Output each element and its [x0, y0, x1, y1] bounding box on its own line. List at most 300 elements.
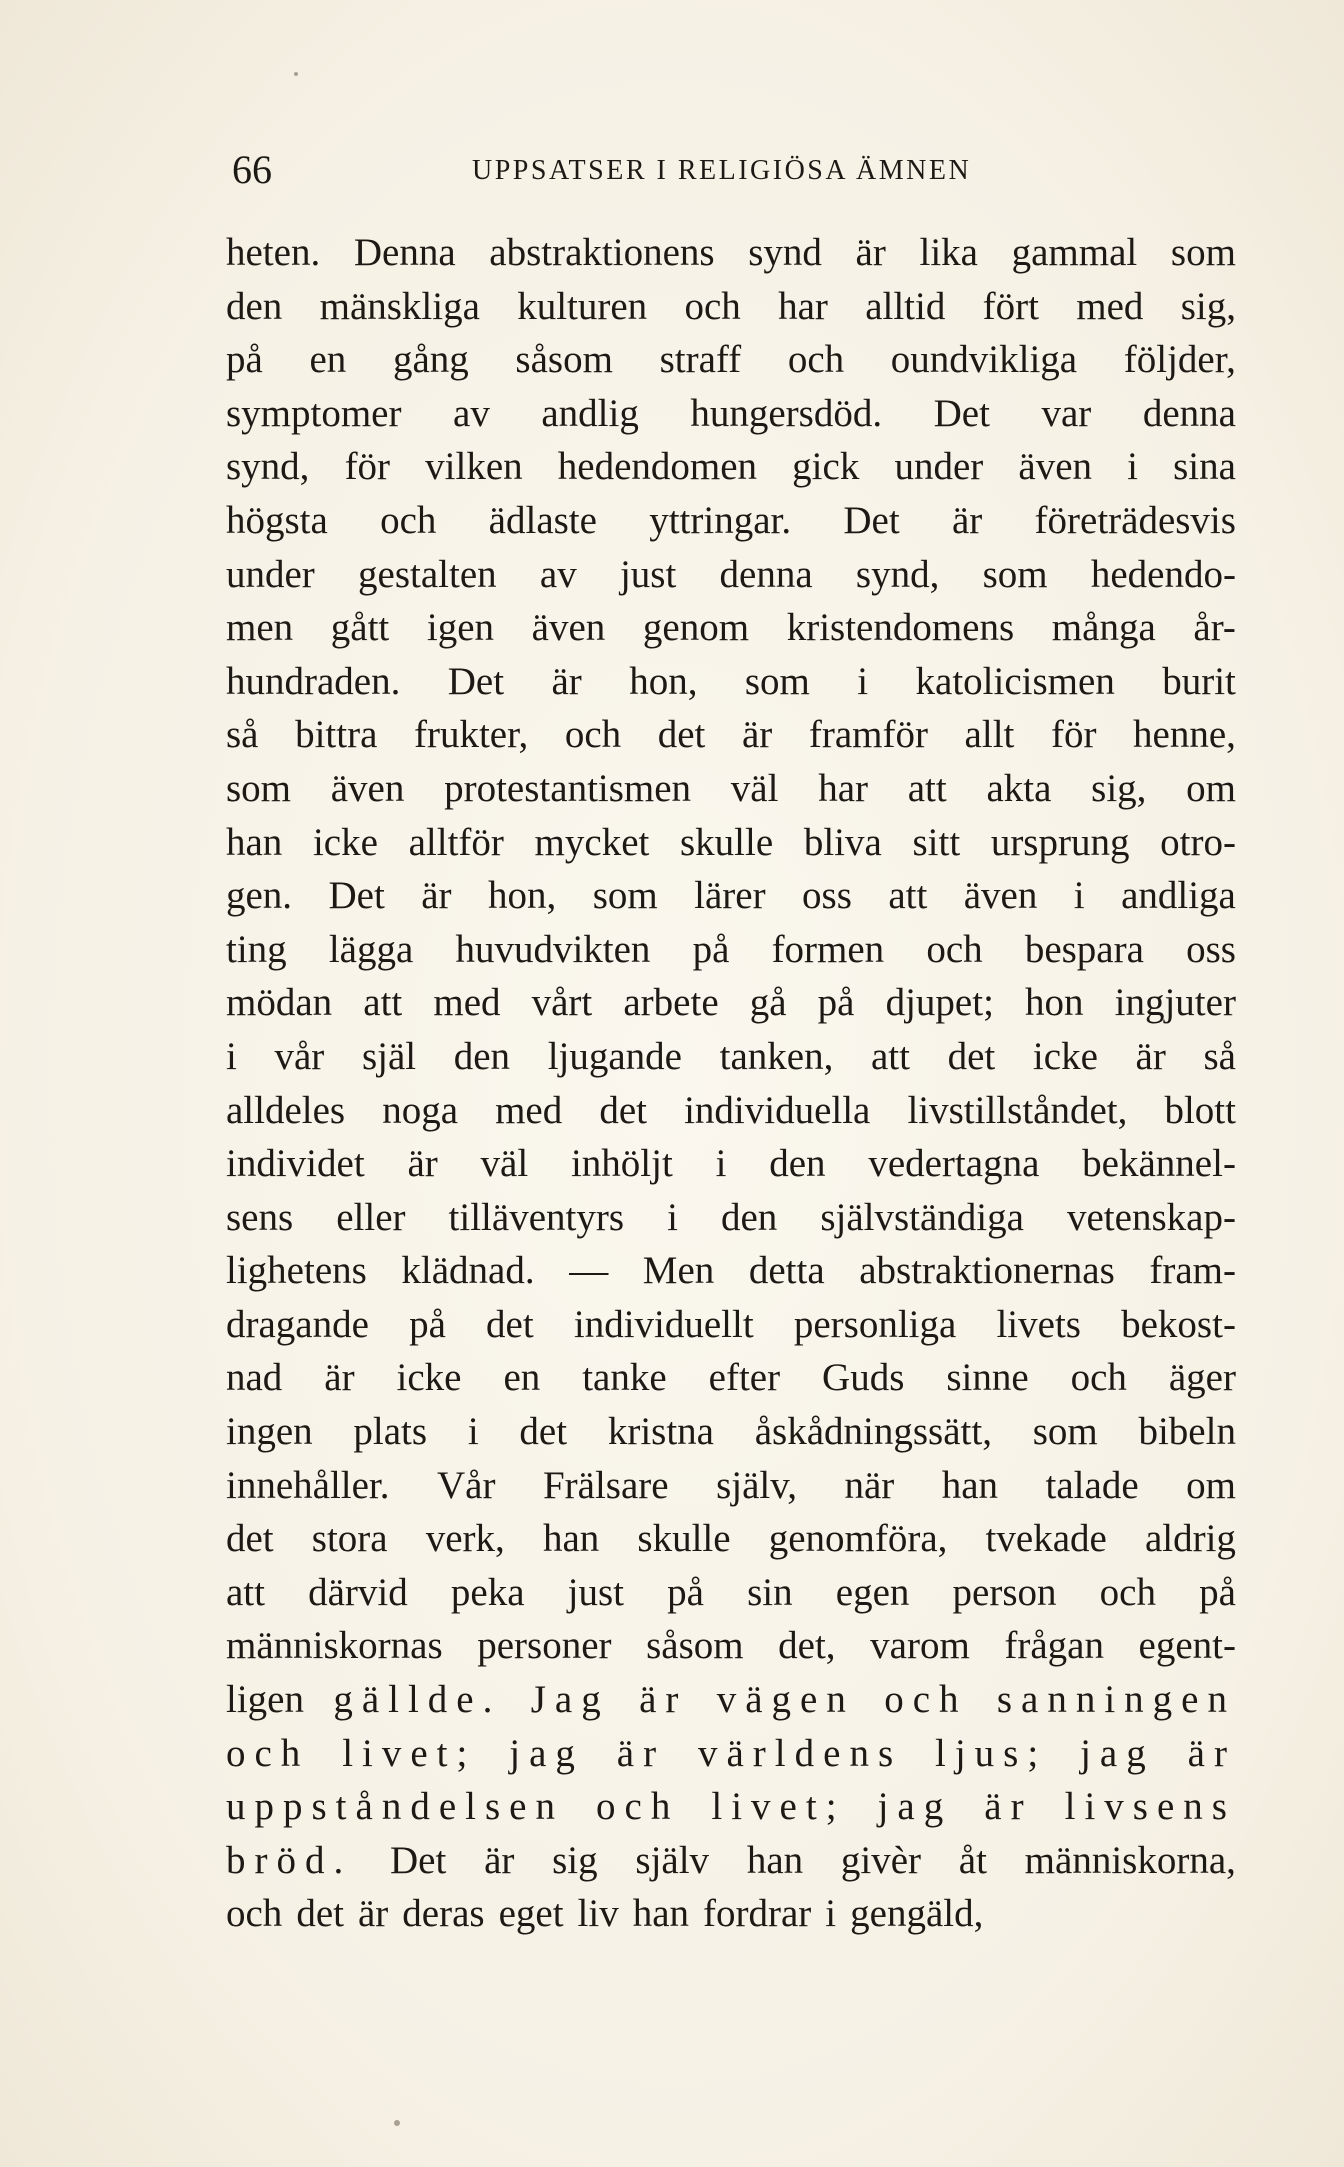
word: efter: [708, 1356, 781, 1400]
word: även: [531, 606, 606, 650]
word: akta: [986, 766, 1052, 810]
word: är: [551, 659, 582, 703]
word: synd: [748, 231, 822, 274]
word: jag: [877, 1785, 953, 1829]
text-line: [226, 1351, 1236, 1405]
word: katolicismen: [915, 659, 1115, 703]
word: person: [952, 1570, 1057, 1614]
word: har: [818, 766, 868, 810]
word: om: [1186, 1463, 1236, 1507]
word: varom: [870, 1624, 970, 1668]
word: framför: [808, 713, 928, 757]
word: abstraktionernas: [859, 1249, 1115, 1293]
word: och: [684, 284, 741, 328]
word: ljugande: [547, 1034, 682, 1078]
word: Men: [642, 1249, 715, 1293]
word: att: [226, 1570, 265, 1614]
word: är: [951, 498, 983, 542]
word: men: [226, 606, 294, 650]
word: i: [1073, 874, 1085, 918]
word: sens: [226, 1195, 294, 1239]
word: människorna,: [1024, 1838, 1236, 1882]
word: tanke: [582, 1356, 667, 1400]
word: sina: [1173, 445, 1236, 489]
text-line: [226, 1834, 1236, 1888]
text-line: [226, 601, 1236, 655]
word: äger: [1168, 1356, 1236, 1400]
word: aldrig: [1144, 1517, 1236, 1561]
word: och: [226, 1731, 310, 1775]
word: människornas: [226, 1624, 443, 1668]
word: symptomer: [226, 391, 402, 435]
text-line: [226, 333, 1236, 387]
word: allt: [964, 713, 1015, 757]
text-line: [226, 1405, 1236, 1459]
word: gått: [330, 606, 390, 650]
word: är: [855, 231, 886, 274]
word: vägen: [716, 1678, 855, 1722]
word: yttringar.: [649, 498, 792, 542]
word: icke: [396, 1356, 462, 1400]
word: var: [1041, 391, 1092, 435]
word: individuellt: [573, 1302, 754, 1346]
word: hedendomen: [557, 445, 758, 489]
word: och: [596, 1785, 680, 1829]
word: livets: [996, 1302, 1081, 1346]
word: bittra: [295, 713, 378, 757]
word: alltför: [408, 820, 504, 864]
word: i: [667, 1195, 678, 1239]
word: oss: [1186, 927, 1236, 971]
word: individuella: [684, 1088, 871, 1132]
word: och: [380, 498, 437, 542]
word: att: [871, 1034, 910, 1078]
word: oss: [802, 874, 852, 918]
word: lärer: [694, 874, 766, 918]
word: lighetens: [226, 1249, 367, 1293]
word: i: [715, 1142, 727, 1186]
word: andliga: [1121, 874, 1236, 918]
word: har: [778, 284, 828, 328]
word: även: [1018, 445, 1093, 489]
word: ting: [226, 927, 287, 971]
word: hon,: [629, 659, 698, 703]
text-line: [226, 280, 1236, 334]
word: ädlaste: [488, 498, 597, 542]
word: oundvikliga: [890, 338, 1078, 382]
word: just: [567, 1570, 625, 1614]
word: av: [539, 552, 577, 596]
paper-speck: [294, 72, 298, 76]
word: plats: [353, 1410, 428, 1454]
word: frukter,: [413, 713, 529, 757]
word: i: [825, 1892, 837, 1936]
word: som: [592, 874, 658, 918]
word: livsens: [1064, 1785, 1236, 1829]
word: givèr: [840, 1838, 922, 1882]
paper-speck: [394, 2120, 400, 2126]
word: blott: [1164, 1088, 1236, 1132]
word: egen: [835, 1570, 910, 1614]
word: huvudvikten: [455, 927, 651, 971]
word: är: [484, 1838, 515, 1882]
word: detta: [748, 1249, 825, 1293]
word: under: [226, 552, 315, 596]
word: om: [1186, 766, 1236, 810]
word: uppståndelsen: [226, 1785, 564, 1829]
word: är: [324, 1356, 355, 1400]
word: otro-: [1160, 820, 1236, 864]
word: högsta: [226, 498, 328, 542]
word: väl: [480, 1142, 529, 1186]
word: talade: [1045, 1463, 1139, 1507]
word: Det: [843, 498, 900, 542]
word: han: [746, 1838, 804, 1882]
word: som: [1170, 231, 1236, 274]
word: gå: [749, 981, 787, 1025]
word: att: [363, 981, 403, 1025]
word: med: [1076, 284, 1144, 328]
word: gång: [392, 338, 469, 382]
text-line: [226, 762, 1236, 816]
word: innehåller.: [226, 1463, 390, 1507]
word: det: [296, 1892, 344, 1936]
word: företrädesvis: [1034, 498, 1236, 542]
word: lika: [919, 231, 978, 274]
text-line: [226, 1887, 1236, 1941]
text-line: [226, 708, 1236, 762]
word: åt: [958, 1838, 987, 1882]
word: även: [963, 874, 1038, 918]
word: ursprung: [990, 820, 1130, 864]
word: personer: [477, 1624, 612, 1668]
word: bekännel-: [1082, 1142, 1236, 1186]
word: mycket: [534, 820, 650, 864]
text-line: [226, 1084, 1236, 1138]
text-line: [226, 1244, 1236, 1298]
word: såsom: [515, 338, 613, 382]
word: liv: [577, 1892, 619, 1936]
word: på: [409, 1302, 446, 1346]
word: sin: [747, 1570, 793, 1614]
word: kristendomens: [786, 606, 1015, 650]
word: i: [1127, 445, 1138, 489]
text-line: [226, 1137, 1236, 1191]
word: fram-: [1149, 1249, 1236, 1293]
word: och: [1099, 1570, 1156, 1614]
word: hedendo-: [1090, 552, 1236, 596]
word: bröd.: [226, 1838, 353, 1882]
word: sitt: [912, 820, 961, 864]
word: själv,: [716, 1463, 797, 1507]
word: han: [632, 1892, 690, 1936]
word: gestalten: [358, 552, 497, 596]
word: även: [330, 766, 405, 810]
word: självständiga: [820, 1195, 1024, 1239]
word: när: [844, 1463, 895, 1507]
word: av: [453, 391, 490, 435]
word: som: [226, 766, 292, 810]
word: ligen: [226, 1678, 304, 1722]
word: för: [344, 445, 391, 489]
text-line: [226, 1780, 1236, 1834]
word: bliva: [803, 820, 882, 864]
word: eller: [336, 1195, 406, 1239]
body-text: [226, 226, 1236, 1941]
word: djupet;: [885, 981, 994, 1025]
word: är: [357, 1892, 389, 1936]
text-line: [226, 1459, 1236, 1513]
word: den: [769, 1142, 826, 1186]
word: det: [657, 713, 706, 757]
word: fört: [982, 284, 1039, 328]
text-line: [226, 976, 1236, 1030]
word: sinne: [946, 1356, 1029, 1400]
word: ingen: [226, 1410, 313, 1454]
word: Denna: [353, 231, 456, 274]
text-line: [226, 1191, 1236, 1245]
word: straff: [659, 338, 742, 382]
word: är: [1187, 1731, 1236, 1775]
word: kristna: [607, 1410, 714, 1454]
word: formen: [771, 927, 885, 971]
word: som: [744, 659, 810, 703]
text-line: [226, 1727, 1236, 1781]
word: den: [453, 1034, 511, 1078]
word: dragande: [226, 1302, 369, 1346]
word: klädnad.: [401, 1249, 535, 1293]
word: det: [226, 1517, 274, 1561]
word: med: [495, 1088, 563, 1132]
word: gengäld,: [850, 1892, 984, 1936]
word: bekost-: [1121, 1302, 1236, 1346]
page-number: 66: [232, 147, 272, 192]
word: frågan: [1004, 1624, 1104, 1668]
word: hungersdöd.: [690, 391, 883, 435]
word: att: [888, 874, 928, 918]
word: igen: [426, 606, 495, 650]
word: eget: [498, 1892, 564, 1936]
word: —: [569, 1249, 609, 1293]
word: den: [226, 284, 283, 328]
word: lägga: [328, 927, 414, 971]
word: Det: [328, 874, 385, 918]
word: han: [542, 1517, 600, 1561]
text-line: [226, 923, 1236, 977]
word: inhöljt: [570, 1142, 673, 1186]
word: år-: [1193, 606, 1236, 650]
word: själ: [361, 1034, 417, 1078]
word: nad: [226, 1356, 283, 1400]
word: mänskliga: [319, 284, 480, 328]
word: sig,: [1180, 284, 1236, 328]
word: tilläventyrs: [448, 1195, 625, 1239]
word: den: [720, 1195, 778, 1239]
word: Det: [447, 659, 505, 703]
word: Det: [933, 391, 990, 435]
word: ljus;: [935, 1731, 1048, 1775]
word: för: [1050, 713, 1097, 757]
text-line: [226, 440, 1236, 494]
word: just: [619, 552, 677, 596]
word: är: [741, 713, 773, 757]
word: synd,: [855, 552, 940, 596]
word: denna: [719, 552, 813, 596]
word: är: [616, 1731, 666, 1775]
word: sanningen: [996, 1678, 1236, 1722]
word: livet;: [711, 1785, 846, 1829]
word: icke: [312, 820, 378, 864]
word: så: [226, 713, 259, 757]
word: det: [947, 1034, 996, 1078]
word: gick: [792, 445, 860, 489]
word: bibeln: [1138, 1410, 1236, 1454]
word: med: [433, 981, 501, 1025]
word: på: [226, 338, 263, 382]
word: det,: [778, 1624, 836, 1668]
word: åskådningssätt,: [754, 1410, 992, 1454]
word: världens: [698, 1731, 903, 1775]
word: en: [503, 1356, 541, 1400]
word: själv: [635, 1838, 710, 1882]
word: individet: [226, 1142, 365, 1186]
text-line: [226, 1673, 1236, 1727]
word: mödan: [226, 981, 333, 1025]
word: tanken,: [719, 1034, 834, 1078]
word: väl: [730, 766, 779, 810]
word: denna: [1142, 391, 1236, 435]
word: gällde.: [333, 1678, 502, 1722]
word: andlig: [541, 391, 639, 435]
word: egent-: [1138, 1624, 1236, 1668]
word: verk,: [425, 1517, 505, 1561]
word: arbete: [623, 981, 719, 1025]
word: i: [226, 1034, 237, 1078]
word: fordrar: [703, 1892, 812, 1936]
running-head: UPPSATSER I RELIGIÖSA ÄMNEN: [472, 155, 972, 186]
word: hundraden.: [226, 659, 401, 703]
word: i: [467, 1410, 479, 1454]
word: följder,: [1123, 338, 1236, 382]
word: Guds: [822, 1356, 905, 1400]
word: och: [1070, 1356, 1127, 1400]
word: stora: [311, 1517, 388, 1561]
word: bespara: [1024, 927, 1144, 971]
word: deras: [402, 1892, 485, 1936]
word: och: [226, 1892, 283, 1936]
text-line: [226, 548, 1236, 602]
word: och: [787, 338, 845, 382]
word: och: [926, 927, 983, 971]
word: abstraktionens: [489, 231, 715, 274]
word: sig,: [1091, 766, 1147, 810]
page-header: [232, 145, 1232, 195]
word: så: [1203, 1034, 1236, 1078]
text-line: [226, 816, 1236, 870]
word: på: [1199, 1570, 1236, 1614]
word: gen.: [226, 874, 293, 918]
word: som: [982, 552, 1048, 596]
word: Vår: [437, 1463, 496, 1507]
word: gammal: [1011, 231, 1138, 274]
word: peka: [450, 1570, 525, 1614]
word: Jag: [530, 1678, 610, 1722]
word: tvekade: [985, 1517, 1107, 1561]
word: han: [941, 1463, 999, 1507]
word: personliga: [793, 1302, 957, 1346]
text-line: [226, 1619, 1236, 1673]
word: ingjuter: [1114, 981, 1236, 1025]
word: är: [984, 1785, 1033, 1829]
word: vedertagna: [868, 1142, 1040, 1186]
word: vår: [274, 1034, 325, 1078]
word: och: [884, 1678, 968, 1722]
text-line: [226, 226, 1236, 280]
word: det: [599, 1088, 647, 1132]
word: hon,: [488, 874, 557, 918]
word: vetenskap-: [1067, 1195, 1236, 1239]
word: vilken: [425, 445, 523, 489]
text-line: [226, 494, 1236, 548]
word: han: [226, 820, 283, 864]
word: såsom: [646, 1624, 744, 1668]
word: på: [692, 927, 730, 971]
word: genomföra,: [768, 1517, 948, 1561]
word: burit: [1162, 659, 1236, 703]
word: alldeles: [226, 1088, 346, 1132]
word: alltid: [865, 284, 946, 328]
text-line: [226, 1030, 1236, 1084]
text-line: [226, 1512, 1236, 1566]
word: är: [421, 874, 452, 918]
word: under: [894, 445, 984, 489]
text-line: [226, 1298, 1236, 1352]
word: skulle: [637, 1517, 731, 1561]
word: vårt: [531, 981, 593, 1025]
word: därvid: [308, 1570, 408, 1614]
word: skulle: [680, 820, 774, 864]
word: det: [519, 1410, 568, 1454]
word: henne,: [1133, 713, 1236, 757]
text-line: [226, 387, 1236, 441]
word: noga: [382, 1088, 459, 1132]
word: livet;: [342, 1731, 477, 1775]
word: Det: [390, 1838, 447, 1882]
word: som: [1032, 1410, 1098, 1454]
word: är: [639, 1678, 688, 1722]
word: Frälsare: [542, 1463, 669, 1507]
word: livstillståndet,: [907, 1088, 1128, 1132]
word: på: [817, 981, 855, 1025]
word: är: [407, 1142, 438, 1186]
word: jag: [509, 1731, 584, 1775]
word: synd,: [226, 445, 310, 489]
text-line: [226, 655, 1236, 709]
text-line: [226, 1566, 1236, 1620]
word: icke: [1032, 1034, 1098, 1078]
word: sig: [552, 1838, 598, 1882]
word: kulturen: [517, 284, 648, 328]
text-line: [226, 869, 1236, 923]
word: många: [1051, 606, 1156, 650]
word: och: [564, 713, 622, 757]
word: att: [907, 766, 947, 810]
word: jag: [1080, 1731, 1155, 1775]
word: en: [309, 338, 347, 382]
word: genom: [642, 606, 750, 650]
word: protestantismen: [444, 766, 692, 810]
word: i: [857, 659, 869, 703]
